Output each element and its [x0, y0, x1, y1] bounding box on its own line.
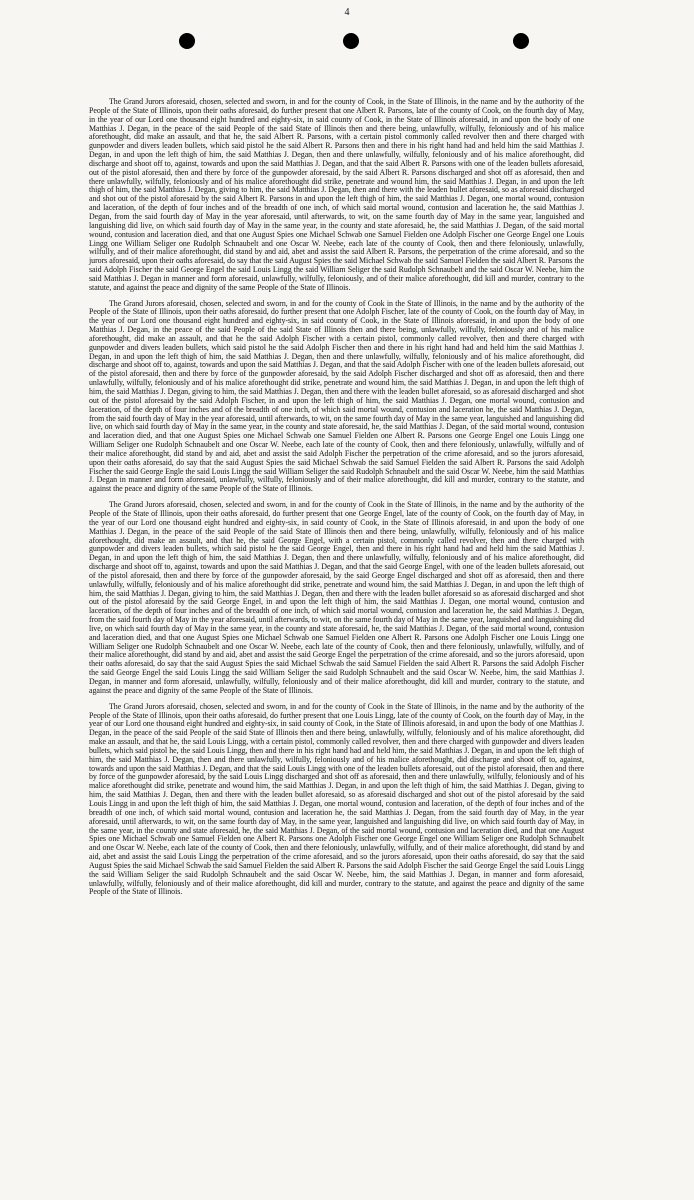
count-paragraph-lingg: The Grand Jurors aforesaid, chosen, selected and sworn, in and for the county of Cook in the State of Illinois, in the name and by the authority of the People of the State of Illinois, upon their oaths aforesaid, do further present that one Louis Lingg, late of the county of Cook, on the fourth day of May, in the year of our Lord one thousand eight hundred and eighty-six, in said county of Cook, in the State of Illinois aforesaid, in and upon the body of one Matthias J. Degan, in the peace of the said People of the said State of Illinois then and there being, unlawfully, wilfully, feloniously and of his malice aforethought, did make an assault, and that he, the said Louis Lingg, with a certain pistol, commonly called revolver, then and there charged with gunpowder and divers leaden bullets, which said pistol he, the said Louis Lingg, then and there in his right hand had and held him, the said Matthias J. Degan, in and upon the left thigh of him, the said Matthias J. Degan, then and there unlawfully, wilfully, feloniously and of his malice aforethought, did discharge and shoot off to, against, towards and upon the said Matthias J. Degan, and that the said Louis Lingg with one of the leaden bullets aforesaid, out of the pistol aforesaid, then and there by force of the gunpowder aforesaid, by the said Louis Lingg discharged and shot off as aforesaid, then and there unlawfully, wilfully, feloniously and of his malice aforethought did strike, penetrate and wound him, the said Matthias J. Degan, in and upon the left thigh of him, the said Matthias J. Degan, giving to him, the said Matthias J. Degan, then and there with the leaden bullet aforesaid, so as aforesaid discharged and shot out of the pistol aforesaid by the said Louis Lingg in and upon the left thigh of him, the said Matthias J. Degan, one mortal wound, contusion and laceration, of the depth of four inches and of the breadth of one inch, of which said mortal wound, contusion and laceration he, the said Matthias J. Degan, from the said fourth day of May, in the year aforesaid, until afterwards, to wit, on the same fourth day of May, in the same year, languished and languishing did live, on which said fourth day of May, in the same year, in the county and state aforesaid, he, the said Matthias J. Degan, of the said mortal wound, contusion and laceration died, and that one August Spies one Michael Schwab one Samuel Fielden one Albert R. Parsons one Adolph Fischer one George Engel one William Seliger one Rudolph Schnaubelt and one Oscar W. Neebe, each late of the county of Cook, then and there feloniously, unlawfully, wilfully, and of their malice aforethought, did stand by and aid, abet and assist the said Louis Lingg the perpetration of the crime aforesaid, and so the jurors aforesaid, upon their oaths aforesaid, do say that the said August Spies the said Michael Schwab the said Samuel Fielden the said Albert R. Parsons the said Adolph Fischer the said George Engel the said Louis Lingg the said William Seliger the said Rudolph Schnaubelt and the said Oscar W. Neebe, him, the said Matthias J. Degan, in manner and form aforesaid, unlawfully, wilfully, feloniously and of their malice aforethought, did kill and murder, contrary to the statute, and against the peace and dignity of the same People of the State of Illinois.	[89, 701, 585, 897]
count-paragraph-parsons: The Grand Jurors aforesaid, chosen, selected and sworn, in and for the county of Cook, in the State of Illinois, in the name and by the authority of the People of the State of Illinois, upon their oaths aforesaid, do further present that one Albert R. Parsons, late of the county of Cook, on the fourth day of May, in the year of our Lord one thousand eight hundred and eighty-six, in said county of Cook, in the State of Illinois aforesaid, in and upon the body of one Matthias J. Degan, in the peace of the said People of the said State of Illinois then and there being, unlawfully, wilfully, feloniously and of his malice aforethought, did make an assault, and that he, the said Albert R. Parsons, with a certain pistol commonly called revolver then and there charged with gunpowder and divers leaden bullets, which said pistol he the said Albert R. Parsons then and there in his right hand had and held him the said Matthias J. Degan, in and upon the left thigh of him, the said Matthias J. Degan, then and there unlawfully, wilfully, feloniously and of his malice aforethought, did discharge and shoot off to, against, towards and upon the said Matthias J. Degan, and that the said Albert R. Parsons with one of the leaden bullets aforesaid, out of the pistol aforesaid, then and there by force of the gunpowder aforesaid, by the said Albert R. Parsons discharged and shot off as aforesaid, then and there unlawfully, wilfully, feloniously and of his malice aforethought did strike, penetrate and wound him, the said Matthias J. Degan, in and upon the left thigh of him, the said Matthias J. Degan, giving to him, the said Matthias J. Degan, then and there with the leaden bullet aforesaid, so as aforesaid discharged and shot out of the pistol aforesaid by the said Albert R. Parsons in and upon the left thigh of him, the said Matthias J. Degan, one mortal wound, contusion and laceration, of the depth of four inches and of the breadth of one inch, of which said mortal wound, contusion and laceration he, the said Matthias J. Degan, from the said fourth day of May in the year aforesaid, until afterwards, to wit, on the same fourth day of May in the same year, languished and languishing did live, on which said fourth day of May in the same year, in the county and state aforesaid, he, the said Matthias J. Degan, of the said mortal wound, contusion and laceration died, and that one August Spies one Michael Schwab one Samuel Fielden one Adolph Fischer one George Engel one Louis Lingg one William Seliger one Rudolph Schnaubelt and one Oscar W. Neebe, each late of the county of Cook, then and there feloniously, unlawfully, wilfully, and of their malice aforethought, did stand by and aid, abet and assist the said Albert R. Parsons, the perpetration of the crime aforesaid, and so the jurors aforesaid, upon their oaths aforesaid, do say that the said August Spies the said Michael Schwab the said Samuel Fielden the said Albert R. Parsons the said Adolph Fischer the said George Engel the said Louis Lingg the said William Seliger the said Rudolph Schnaubelt and the said Oscar W. Neebe, him the said Matthias J. Degan in manner and form aforesaid, unlawfully, wilfully, feloniously, and of their malice aforethought, did kill and murder, contrary to the statute, and against the peace and dignity of the same People of the State of Illinois.	[89, 97, 584, 292]
count-paragraph-fischer: The Grand Jurors aforesaid, chosen, selected and sworn, in and for the county of Cook in the State of Illinois, in the name and by the authority of the People of the State of Illinois, upon their oaths aforesaid, do further present that one Adolph Fischer, late of the county of Cook, on the fourth day of May, in the year of our Lord one thousand eight hundred and eighty-six, in said county of Cook, in the State of Illinois aforesaid, in and upon the body of one Matthias J. Degan, in the peace of the said People of the said State of Illinois then and there being, unlawfully, wilfully, feloniously and of his malice aforethought, did make an assault, and that he the said Adolph Fischer with a certain pistol, commonly called revolver, then and there charged with gunpowder and divers leaden bullets, which said pistol he the said Adolph Fischer then and there in his right hand had and held him the said Matthias J. Degan, in and upon the left thigh of him, the said Matthias J. Degan, then and there unlawfully, wilfully, feloniously and of his malice aforethought, did discharge and shoot off to, against, towards and upon the said Matthias J. Degan, and that the said Adolph Fischer with one of the leaden bullets aforesaid, out of the pistol aforesaid, then and there by force of the gunpowder aforesaid, by the said Adolph Fischer discharged and shot off as aforesaid, then and there unlawfully, wilfully, feloniously and of his malice aforethought did strike, penetrate and wound him, the said Matthias J. Degan, in and upon the left thigh of him, the said Matthias J. Degan, giving to him, the said Matthias J. Degan, then and there with the leaden bullet aforesaid, so as aforesaid discharged and shot out of the pistol aforesaid by the said Adolph Fischer, in and upon the left thigh of him, the said Matthias J. Degan, one mortal wound, contusion and laceration, of the depth of four inches and of the breadth of one inch, of which said mortal wound, contusion and laceration he, the said Matthias J. Degan, from the said fourth day of May in the year aforesaid, until afterwards, to wit, on the same fourth day of May in the same year, languished and languishing did live, on which said fourth day of May in the same year, in the county and state aforesaid, he, the said Matthias J. Degan, of the said mortal wound, contusion and laceration died, and that one August Spies one Michael Schwab one Samuel Fielden one Albert R. Parsons one George Engel one Louis Lingg one William Seliger one Rudolph Schnaubelt and one Oscar W. Neebe, each late of the county of Cook, then and there feloniously, unlawfully, wilfully and of their malice aforethought, did stand by and aid, abet and assist the said Adolph Fischer the perpetration of the crime aforesaid, and so the jurors aforesaid, upon their oaths aforesaid, do say that the said August Spies the said Michael Schwab the said Samuel Fielden the said Albert R. Parsons the said Adolph Fischer the said George Engle the said Louis Lingg the said William Seliger the said Rudolph Schnaubelt and the said Oscar W. Neebe, him the said Matthias J. Degan in manner and form aforesaid, unlawfully, wilfully, feloniously and of their malice aforethought, did kill and murder, contrary to the statute, and against the peace and dignity of the same People of the State of Illinois.	[89, 298, 584, 494]
count-paragraph-engel: The Grand Jurors aforesaid, chosen, selected and sworn, in and for the county of Cook in the State of Illinois, in the name and by the authority of the People of the State of Illinois, upon their oaths aforesaid, do further present that one George Engel, late of the county of Cook, on the fourth day of May, in the year of our Lord one thousand eight hundred and eighty-six, in said county of Cook, in the State of Illinois aforesaid, in and upon the body of one Matthias J. Degan, in the peace of the said People of the said State of Illinois then and there being, unlawfully, wilfully, feloniously and of his malice aforethought, did make an assault, and that he, the said George Engel, with a certain pistol, commonly called revolver, then and there charged with gunpowder and divers leaden bullets, which said pistol he the said George Engel, then and there in his right hand had and held him the said Matthias J. Degan, in and upon the left thigh of him, the said Matthias J. Degan, then and there unlawfully, wilfully, feloniously and of his malice aforethought, did discharge and shoot off to, against, towards and upon the said Matthias J. Degan, and that the said George Engel, with one of the leaden bullets aforesaid, out of the pistol aforesaid, then and there by force of the gunpowder aforesaid, by the said George Engel discharged and shot off as aforesaid, then and there unlawfully, wilfully, feloniously and of his malice aforethought did strike, penetrate and wound him, the said Matthias J. Degan, in and upon the left thigh of him, the said Matthias J. Degan, giving to him, the said Matthias J. Degan, then and there with the leaden bullet aforesaid so as aforesaid discharged and shot out of the pistol aforesaid by the said George Engel, in and upon the left thigh of him, the said Matthias J. Degan, one mortal wound, contusion and laceration, of the depth of four inches and of the breadth of one inch, of which said mortal wound, contusion and laceration he, the said Matthias J. Degan, from the said fourth day of May in the year aforesaid, until afterwards, to wit, on the same fourth day of May in the same year, languished and languishing did live, on which said fourth day of May in the same year, in the county and state aforesaid, he, the said Matthias J. Degan, of the said mortal wound, contusion and laceration died, and that one August Spies one Michael Schwab one Samuel Fielden one Albert R. Parsons one Adolph Fischer one Louis Lingg one William Seliger one Rudolph Schnaubelt and one Oscar W. Neebe, each late of the county of Cook, then and there feloniously, unlawfully, wilfully, and of their malice aforethought, did stand by and aid, abet and assist the said George Engel the perpetration of the crime aforesaid, and so the jurors aforesaid, upon their oaths aforesaid, do say that the said August Spies the said Michael Schwab the said Samuel Fielden the said Albert R. Parsons the said Adolph Fischer the said George Engel the said Louis Lingg the said William Seliger the said Rudolph Schnaubelt and the said Oscar W. Neebe, him, the said Matthias J. Degan, in manner and form aforesaid, unlawfully, wilfully, feloniously and of their malice aforethought, did kill and murder, contrary to the statute, and against the peace and dignity of the same People of the State of Illinois.	[89, 500, 584, 695]
binder-hole-center	[343, 33, 359, 49]
binder-hole-right	[513, 33, 529, 49]
binder-hole-left	[179, 33, 195, 49]
indictment-body	[89, 98, 584, 904]
page-number: 4	[344, 7, 350, 18]
